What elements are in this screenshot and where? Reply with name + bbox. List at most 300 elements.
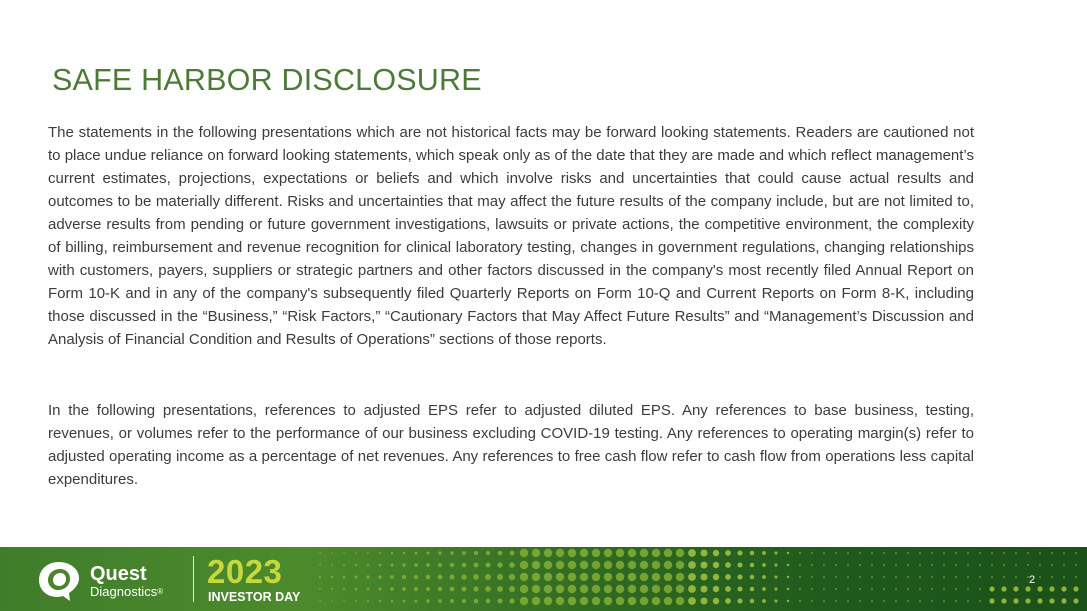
pattern-dot	[450, 563, 454, 567]
pattern-dot	[485, 574, 491, 580]
pattern-dot	[402, 575, 406, 579]
pattern-dot	[367, 564, 369, 566]
pattern-dot	[700, 549, 707, 556]
pattern-dot	[907, 600, 909, 602]
pattern-dot	[799, 600, 801, 602]
pattern-dot	[450, 551, 454, 555]
pattern-dot	[628, 597, 636, 605]
pattern-dot	[497, 562, 502, 567]
pattern-dot	[1075, 576, 1077, 578]
pattern-dot	[943, 552, 945, 554]
pattern-dot	[967, 588, 969, 590]
event-year: 2023	[207, 553, 283, 590]
pattern-dot	[343, 564, 345, 566]
pattern-dot	[737, 586, 742, 591]
pattern-dot	[640, 573, 648, 581]
pattern-dot	[955, 588, 957, 590]
pattern-dot	[1015, 576, 1017, 578]
pattern-dot	[462, 551, 466, 555]
pattern-dot	[438, 551, 441, 554]
pattern-dot	[688, 585, 696, 593]
pattern-dot	[461, 574, 466, 579]
pattern-dot	[438, 599, 442, 603]
pattern-dot	[919, 588, 921, 590]
pattern-dot	[991, 552, 993, 554]
pattern-dot	[931, 564, 933, 566]
footer-banner	[0, 547, 1087, 611]
pattern-dot	[688, 561, 696, 569]
pattern-dot	[509, 562, 515, 568]
pattern-dot	[835, 588, 837, 590]
pattern-dot	[688, 549, 696, 557]
pattern-dot	[462, 587, 467, 592]
pattern-dot	[355, 552, 357, 554]
pattern-dot	[895, 588, 897, 590]
pattern-dot	[462, 563, 467, 568]
pattern-dot	[1015, 552, 1017, 554]
pattern-dot	[943, 564, 945, 566]
pattern-dot	[664, 585, 672, 593]
pattern-dot	[823, 588, 825, 590]
definitions-paragraph: In the following presentations, references to adjusted EPS refer to adjusted diluted EPS. Any references to base business, testing, revenues, or volumes refer to the performance of our business excluding COVID-19 testing. Any references to operating margin(s) refer to adjusted operating income as a percentage of net revenues. Any references to free cash flow refer to cash flow from operations less capital expenditures.	[48, 402, 974, 488]
pattern-dot	[700, 597, 707, 604]
pattern-dot	[676, 561, 684, 569]
pattern-dot	[520, 597, 528, 605]
pattern-dot	[486, 551, 490, 555]
pattern-dot	[640, 561, 648, 569]
pattern-dot	[1075, 552, 1077, 554]
pattern-dot	[556, 561, 564, 569]
pattern-dot	[664, 549, 672, 557]
pattern-dot	[955, 564, 957, 566]
logo-subtitle	[90, 584, 163, 599]
pattern-dot	[331, 600, 333, 602]
pattern-dot	[774, 587, 777, 590]
pattern-dot	[319, 564, 321, 566]
pattern-dot	[991, 564, 993, 566]
pattern-dot	[859, 600, 861, 602]
pattern-dot	[737, 574, 742, 579]
pattern-dot	[967, 576, 969, 578]
pattern-dot	[787, 564, 789, 566]
pattern-dot	[604, 573, 612, 581]
pattern-dot	[331, 552, 333, 554]
pattern-dot	[943, 600, 945, 602]
pattern-dot	[498, 551, 503, 556]
pattern-dot	[676, 597, 684, 605]
pattern-dot	[520, 561, 528, 569]
pattern-dot	[979, 588, 981, 590]
pattern-dot	[847, 576, 849, 578]
pattern-dot	[955, 600, 957, 602]
pattern-dot	[871, 552, 873, 554]
pattern-dot	[427, 552, 430, 555]
pattern-dot	[449, 574, 454, 579]
pattern-dot	[762, 599, 766, 603]
pattern-dot	[1061, 598, 1066, 603]
pattern-dot	[907, 576, 909, 578]
pattern-dot	[390, 575, 394, 579]
pattern-dot	[616, 597, 624, 605]
pattern-dot	[762, 575, 766, 579]
pattern-dot	[1039, 552, 1041, 554]
pattern-dot	[319, 588, 321, 590]
pattern-dot	[1003, 576, 1005, 578]
pattern-dot	[544, 597, 552, 605]
pattern-dot	[883, 552, 885, 554]
pattern-dot	[774, 599, 777, 602]
slide-title: SAFE HARBOR DISCLOSURE	[52, 63, 482, 97]
pattern-dot	[367, 588, 370, 591]
pattern-dot	[532, 561, 540, 569]
pattern-dot	[390, 587, 393, 590]
pattern-dot	[931, 600, 933, 602]
pattern-dot	[871, 564, 873, 566]
pattern-dot	[520, 573, 528, 581]
pattern-dot	[823, 600, 825, 602]
pattern-dot	[1051, 576, 1053, 578]
pattern-dot	[1025, 598, 1030, 603]
pattern-dot	[1063, 576, 1065, 578]
pattern-dot	[379, 552, 381, 554]
pattern-dot	[1027, 564, 1029, 566]
pattern-dot	[847, 552, 849, 554]
pattern-dot	[943, 588, 945, 590]
pattern-dot	[367, 600, 369, 602]
pattern-dot	[1001, 598, 1006, 603]
pattern-dot	[979, 600, 981, 602]
pattern-dot	[592, 573, 600, 581]
pattern-dot	[414, 587, 418, 591]
pattern-dot	[486, 599, 491, 604]
pattern-dot	[580, 549, 588, 557]
pattern-dot	[725, 574, 731, 580]
pattern-dot	[403, 552, 405, 554]
pattern-dot	[426, 575, 431, 580]
pattern-dot	[450, 599, 454, 603]
pattern-dot	[474, 563, 479, 568]
pattern-dot	[319, 600, 321, 602]
pattern-dot	[1051, 564, 1053, 566]
pattern-dot	[544, 561, 552, 569]
logo-wordmark: Quest	[90, 563, 147, 585]
pattern-dot	[967, 552, 969, 554]
pattern-dot	[919, 600, 921, 602]
pattern-dot	[931, 588, 933, 590]
pattern-dot	[652, 597, 660, 605]
pattern-dot	[895, 600, 897, 602]
logo-subtitle-text: Diagnostics	[90, 584, 158, 599]
pattern-dot	[474, 599, 478, 603]
pattern-dot	[787, 576, 789, 578]
pattern-dot	[676, 585, 684, 593]
pattern-dot	[750, 587, 754, 591]
pattern-dot	[544, 549, 552, 557]
pattern-dot	[847, 600, 849, 602]
pattern-dot	[700, 585, 707, 592]
pattern-dot	[415, 552, 418, 555]
pattern-dot	[331, 564, 333, 566]
pattern-dot	[774, 575, 777, 578]
pattern-dot	[871, 576, 873, 578]
pattern-dot	[967, 600, 969, 602]
pattern-dot	[811, 576, 813, 578]
pattern-dot	[989, 598, 994, 603]
pattern-dot	[799, 588, 801, 590]
pattern-dot	[616, 585, 624, 593]
pattern-dot	[497, 586, 503, 592]
pattern-dot	[592, 597, 600, 605]
pattern-dot	[331, 576, 333, 578]
pattern-dot	[1013, 586, 1018, 591]
pattern-dot	[762, 551, 766, 555]
pattern-dot	[1051, 552, 1053, 554]
pattern-dot	[1039, 576, 1041, 578]
pattern-dot	[391, 552, 393, 554]
pattern-dot	[616, 573, 624, 581]
pattern-dot	[532, 573, 540, 581]
pattern-dot	[509, 598, 514, 603]
pattern-dot	[355, 564, 357, 566]
pattern-dot	[616, 561, 624, 569]
pattern-dot	[556, 597, 564, 605]
pattern-dot	[823, 576, 825, 578]
pattern-dot	[473, 574, 479, 580]
pattern-dot	[532, 549, 540, 557]
pattern-dot	[750, 563, 754, 567]
pattern-dot	[835, 552, 837, 554]
pattern-dot	[859, 588, 861, 590]
pattern-dot	[355, 600, 357, 602]
pattern-dot	[343, 576, 346, 579]
pattern-dot	[676, 573, 684, 581]
pattern-dot	[592, 585, 600, 593]
pattern-dot	[907, 564, 909, 566]
pattern-dot	[604, 597, 612, 605]
pattern-dot	[774, 551, 777, 554]
page-number: 2	[1029, 574, 1036, 586]
pattern-dot	[799, 576, 801, 578]
pattern-dot	[1075, 564, 1077, 566]
pattern-dot	[664, 573, 672, 581]
pattern-dot	[568, 561, 576, 569]
pattern-dot	[1063, 552, 1065, 554]
pattern-dot	[367, 552, 369, 554]
pattern-dot	[580, 597, 588, 605]
pattern-dot	[664, 597, 672, 605]
pattern-dot	[604, 549, 612, 557]
pattern-dot	[823, 564, 825, 566]
pattern-dot	[1073, 586, 1078, 591]
pattern-dot	[628, 585, 636, 593]
pattern-dot	[762, 563, 766, 567]
pattern-dot	[652, 585, 660, 593]
pattern-dot	[787, 588, 789, 590]
pattern-dot	[532, 597, 540, 605]
pattern-dot	[919, 552, 921, 554]
pattern-dot	[883, 588, 885, 590]
pattern-dot	[485, 562, 490, 567]
pattern-dot	[426, 599, 429, 602]
pattern-dot	[725, 562, 731, 568]
pattern-dot	[616, 549, 624, 557]
pattern-dot	[1049, 598, 1054, 603]
pattern-dot	[907, 552, 909, 554]
pattern-dot	[1013, 598, 1018, 603]
pattern-dot	[1025, 586, 1030, 591]
pattern-dot	[568, 585, 576, 593]
pattern-dot	[991, 576, 993, 578]
quest-logo-mark-icon	[36, 560, 82, 602]
pattern-dot	[737, 598, 742, 603]
pattern-dot	[474, 551, 478, 555]
safe-harbor-paragraph: The statements in the following presentations which are not historical facts may be forward looking statements. Readers are cautioned not to place undue reliance on forward looking statements, which speak only as of the date that they are made and which reflect management’s current estimates, projections, expectations or beliefs and which involve risks and uncertainties that could cause actual results and outcomes to be materially different. Risks and uncertainties that may affect the future results of the company include, but are not limited to, adverse results from pending or future government investigations, lawsuits or private actions, the competitive environment, the complexity of billing, reimbursement and revenue recognition for clinical laboratory testing, changes in government regulations, changing relationships with customers, payers, suppliers or strategic partners and other factors discussed in the company's most recently filed Annual Report on Form 10-K and in any of the company's subsequently filed Quarterly Reports on Form 10-Q and Current Reports on Form 8-K, including those discussed in the “Business,” “Risk Factors,” “Cautionary Factors that May Affect Future Results” and “Management’s Discussion and Analysis of Financial Condition and Results of Operations” sections of those reports.	[48, 124, 974, 348]
pattern-dot	[343, 552, 345, 554]
pattern-dot	[750, 551, 754, 555]
pattern-dot	[811, 588, 813, 590]
pattern-dot	[426, 587, 430, 591]
pattern-dot	[331, 588, 333, 590]
pattern-dot	[713, 586, 719, 592]
pattern-dot	[391, 564, 394, 567]
pattern-dot	[343, 600, 345, 602]
pattern-dot	[544, 573, 552, 581]
pattern-dot	[847, 588, 849, 590]
pattern-dot	[762, 587, 766, 591]
pattern-dot	[366, 575, 369, 578]
pattern-dot	[688, 573, 696, 581]
pattern-dot	[640, 549, 648, 557]
pattern-dot	[379, 600, 381, 602]
pattern-dot	[520, 585, 528, 593]
pattern-dot	[556, 573, 564, 581]
pattern-dot	[895, 576, 897, 578]
pattern-dot	[509, 574, 515, 580]
pattern-dot	[509, 586, 515, 592]
pattern-dot	[700, 573, 707, 580]
pattern-dot	[628, 549, 636, 557]
pattern-dot	[737, 550, 742, 555]
registered-mark: ®	[157, 587, 164, 596]
pattern-dot	[319, 576, 321, 578]
pattern-dot	[883, 576, 885, 578]
pattern-dot	[955, 552, 957, 554]
pattern-dot	[883, 564, 885, 566]
pattern-dot	[580, 561, 588, 569]
pattern-dot	[378, 575, 382, 579]
pattern-dot	[652, 573, 660, 581]
pattern-dot	[967, 564, 969, 566]
pattern-dot	[787, 600, 789, 602]
pattern-dot	[473, 586, 478, 591]
pattern-dot	[510, 551, 515, 556]
pattern-dot	[1063, 564, 1065, 566]
pattern-dot	[652, 549, 660, 557]
pattern-dot	[750, 599, 754, 603]
pattern-dot	[1073, 598, 1078, 603]
pattern-dot	[532, 585, 540, 593]
pattern-dot	[676, 549, 684, 557]
pattern-dot	[931, 576, 933, 578]
pattern-dot	[426, 563, 430, 567]
pattern-dot	[871, 600, 873, 602]
pattern-dot	[1061, 586, 1066, 591]
pattern-dot	[955, 576, 957, 578]
dot-pattern-decoration	[0, 547, 1087, 611]
pattern-dot	[713, 598, 719, 604]
event-name: INVESTOR DAY	[208, 590, 301, 604]
pattern-dot	[379, 564, 382, 567]
pattern-dot	[737, 562, 742, 567]
pattern-dot	[640, 597, 648, 605]
pattern-dot	[1049, 586, 1054, 591]
pattern-dot	[604, 561, 612, 569]
pattern-dot	[580, 573, 588, 581]
pattern-dot	[1027, 552, 1029, 554]
pattern-dot	[1003, 564, 1005, 566]
pattern-dot	[414, 575, 418, 579]
pattern-dot	[774, 563, 777, 566]
pattern-dot	[1039, 564, 1041, 566]
pattern-dot	[823, 552, 825, 554]
pattern-dot	[713, 574, 719, 580]
pattern-dot	[750, 575, 754, 579]
pattern-dot	[402, 587, 406, 591]
pattern-dot	[568, 597, 576, 605]
pattern-dot	[378, 587, 381, 590]
pattern-dot	[520, 549, 528, 557]
pattern-dot	[811, 564, 813, 566]
pattern-dot	[556, 585, 564, 593]
pattern-dot	[1003, 552, 1005, 554]
pattern-dot	[787, 552, 789, 554]
pattern-dot	[979, 576, 981, 578]
pattern-dot	[835, 600, 837, 602]
pattern-dot	[485, 586, 491, 592]
pattern-dot	[355, 576, 358, 579]
pattern-dot	[556, 549, 564, 557]
pattern-dot	[438, 587, 442, 591]
pattern-dot	[811, 600, 813, 602]
pattern-dot	[438, 563, 442, 567]
pattern-dot	[1037, 586, 1042, 591]
pattern-dot	[1037, 598, 1042, 603]
pattern-dot	[568, 549, 576, 557]
pattern-dot	[544, 585, 552, 593]
pattern-dot	[895, 564, 897, 566]
pattern-dot	[343, 588, 345, 590]
pattern-dot	[1015, 564, 1017, 566]
pattern-dot	[859, 576, 861, 578]
pattern-dot	[725, 550, 731, 556]
pattern-dot	[664, 561, 672, 569]
pattern-dot	[859, 552, 861, 554]
footer-divider	[193, 556, 194, 602]
pattern-dot	[931, 552, 933, 554]
pattern-dot	[859, 564, 861, 566]
pattern-dot	[799, 552, 801, 554]
pattern-dot	[592, 549, 600, 557]
pattern-dot	[462, 599, 466, 603]
pattern-dot	[640, 585, 648, 593]
pattern-dot	[847, 564, 849, 566]
pattern-dot	[895, 552, 897, 554]
pattern-dot	[700, 561, 707, 568]
pattern-dot	[580, 585, 588, 593]
pattern-dot	[835, 576, 837, 578]
pattern-dot	[498, 599, 503, 604]
pattern-dot	[402, 563, 405, 566]
